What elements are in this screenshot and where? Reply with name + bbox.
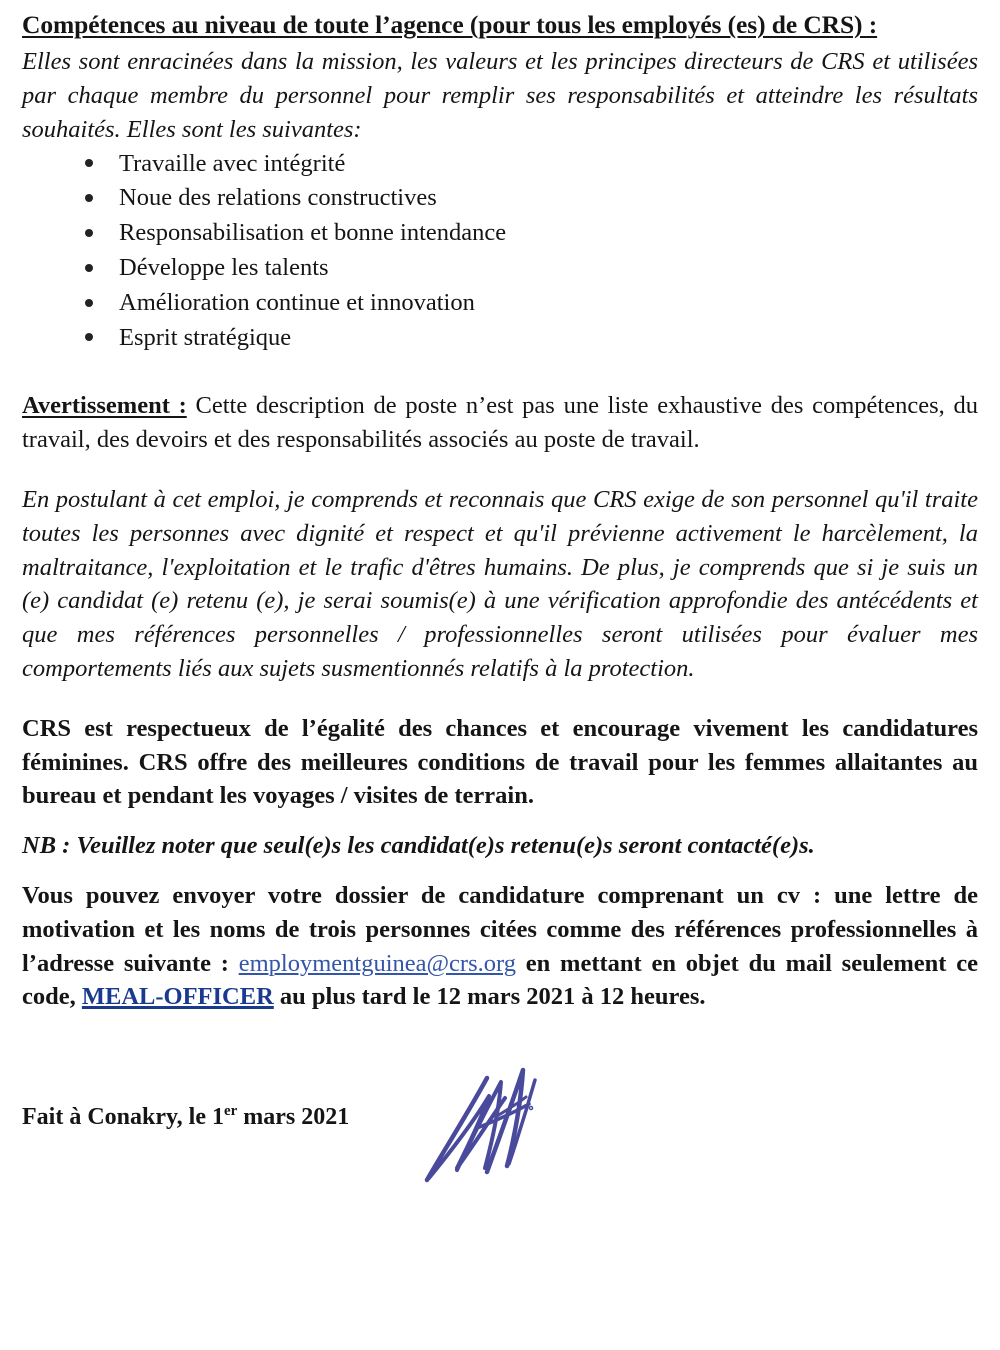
bullet-icon [85,333,93,341]
list-item [22,216,978,251]
place-date-suffix: mars 2021 [237,1104,350,1131]
bullet-icon [85,194,93,202]
competencies-list [22,147,978,356]
application-paragraph [22,879,978,1014]
spacer [22,813,978,829]
list-item-label: Développe les talents [119,254,329,282]
place-date-prefix: Fait à Conakry, le 1 [22,1104,224,1131]
list-item [22,286,978,321]
page-title: Compétences au niveau de toute l’agence (pour tous les employés (es) de CRS) : [22,10,878,39]
job-code-link[interactable]: MEAL-OFFICER [81,983,274,1011]
spacer [22,457,978,483]
spacer [22,686,978,712]
warning-text: Cette description de poste n’est pas une liste exhaustive des compétences, du travail, des devoirs et des responsabilités associés au poste de travail. [22,392,979,454]
bullet-icon [85,229,93,237]
handwritten-signature [413,1052,553,1197]
list-item-label: Esprit stratégique [119,323,292,351]
bullet-icon [85,299,93,307]
list-item-label: Travaille avec intégrité [119,149,346,177]
safeguarding-paragraph: En postulant à cet emploi, je comprends et reconnais que CRS exige de son personnel qu'il traite toutes les personnes avec dignité et respect et qu'il prévienne activement le harcèlement, la maltraitance, l'exploitation et le trafic d'êtres humains. De plus, je comprends que si je suis un (e) candidat (e) retenu (e), je serai soumis(e) à une vérification approfondie des antécédents et que mes références personnelles / professionnelles seront utilisées pour évaluer mes comportements liés aux sujets susmentionnés relatifs à la protection. [22,485,978,682]
application-text-part2: en mettant en objet du mail seulement ce code, [22,949,978,1011]
nb-note: NB : Veuillez noter que seul(e)s les candidat(e)s retenu(e)s seront contacté(e)s. [22,832,815,860]
application-text-part3: au plus tard le 12 mars 2021 à 12 heures. [273,983,706,1011]
equal-opportunity-paragraph: CRS est respectueux de l’égalité des chances et encourage vivement les candidatures féminines. CRS offre des meilleures conditions de travail pour les femmes allaitantes au bureau et pendant les voyages / visites de terrain. [22,714,978,810]
place-and-date [22,1058,349,1131]
list-item-label: Amélioration continue et innovation [119,288,475,316]
warning-label: Avertissement : [22,392,187,420]
ordinal-suffix: er [224,1103,238,1120]
list-item [22,147,978,182]
application-email-link[interactable]: employmentguinea@crs.org [238,949,516,977]
list-item [22,321,978,356]
signature-block [22,1058,978,1197]
spacer [22,355,978,389]
spacer [22,863,978,879]
list-item-label: Responsabilisation et bonne intendance [119,219,507,247]
list-item-label: Noue des relations constructives [119,184,437,212]
list-item [22,251,978,286]
list-item [22,181,978,216]
warning-paragraph [22,389,978,457]
intro-paragraph: Elles sont enracinées dans la mission, les valeurs et les principes directeurs de CRS et utilisées par chaque membre du personnel pour remplir ses responsabilités et atteindre les résultats souhaités. Elles sont les suivantes: [22,48,978,143]
application-text-part1: Vous pouvez envoyer votre dossier de candidature comprenant un cv : une lettre de motivation et les noms de trois personnes citées comme des références professionnelles à l’adresse suivante : [22,881,978,977]
bullet-icon [85,159,93,167]
bullet-icon [85,264,93,272]
